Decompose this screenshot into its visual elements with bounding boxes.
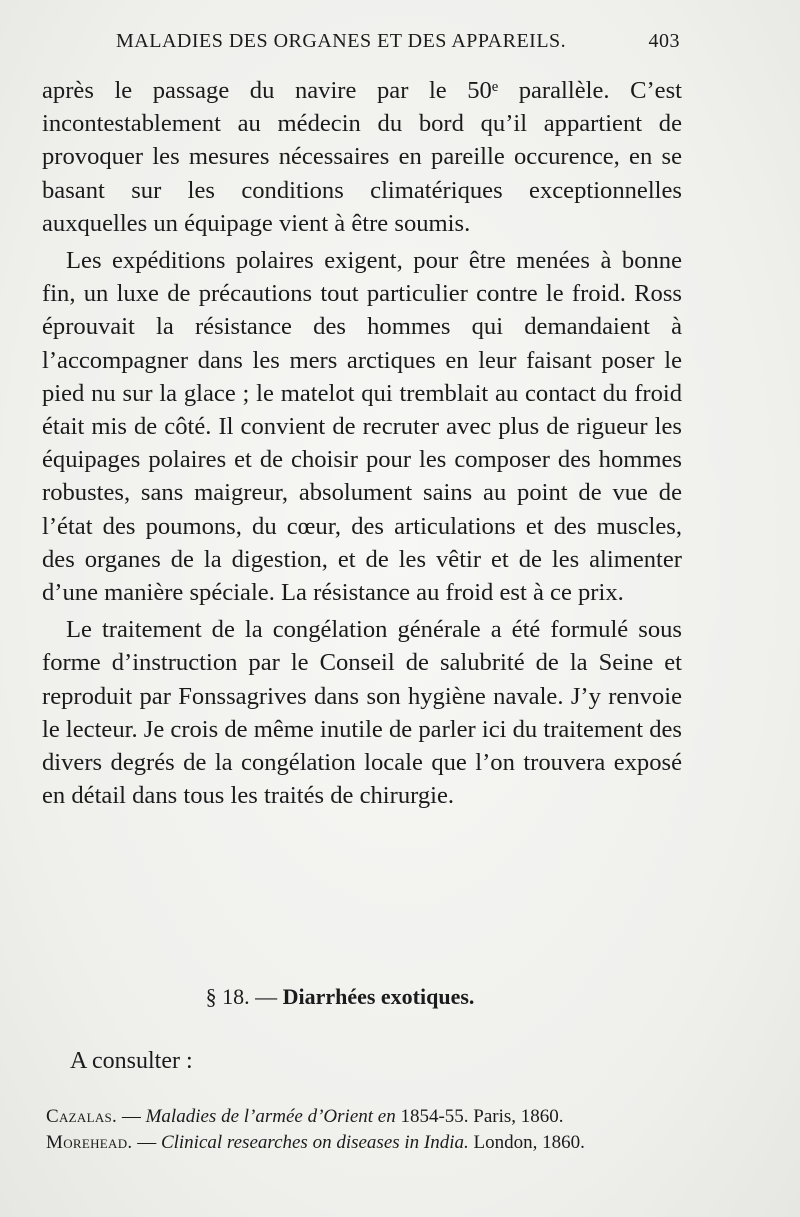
paragraph: Les expéditions polaires exigent, pour être menées à bonne fin, un luxe de précautions tout particulier contre le froid. Ross éprouvait la résistance des hommes qui demandaient à l’accompagner dans les mers arctiques en leur faisant poser le pied nu sur la glace ; le matelot qui tremblait au contact du froid était mis de côté. Il convient de recruter avec plus de rigueur les équipages polaires et de choisir pour les composer des hommes robustes, sans maigreur, absolument sains au point de vue de l’état des poumons, du cœur, des articulations et des muscles, des organes de la digestion, et de les vêtir et de les alimenter d’une manière spéciale. La résistance au froid est à ce prix. xyxy=(42,247,682,607)
page-number: 403 xyxy=(648,30,680,52)
section-heading xyxy=(0,984,800,1010)
running-header xyxy=(60,30,680,53)
reference-item xyxy=(46,1130,686,1156)
reference-title: Maladies de l’armée d’Orient en xyxy=(145,1106,396,1127)
reference-author: Cazalas. xyxy=(46,1106,118,1127)
reference-item xyxy=(46,1104,686,1130)
consult-label: A consulter : xyxy=(70,1048,193,1074)
reference-author: Morehead. xyxy=(46,1132,133,1153)
reference-details: London, 1860. xyxy=(468,1132,585,1153)
running-title: MALADIES DES ORGANES ET DES APPAREILS. xyxy=(116,30,567,52)
reference-dash: — xyxy=(132,1132,161,1153)
paragraph: Le traitement de la congélation générale a été formulé sous forme d’instruction par le Conseil de salubrité de la Seine et reproduit par Fonssagrives dans son hygiène navale. J’y renvoie le lecteur. Je crois de même inutile de parler ici du traitement des divers degrés de la congélation locale que l’on trouvera exposé en détail dans tous les traités de chirurgie. xyxy=(42,616,682,810)
section-number: § 18. — xyxy=(205,984,278,1009)
paragraph: après le passage du navire par le 50ᵉ parallèle. C’est incontestablement au médecin du bord qu’il appartient de provoquer les mesures nécessaires en pareille occurence, en se basant sur les conditions climatériques exceptionnelles auxquelles un équipage vient à être soumis. xyxy=(42,77,682,237)
section-title: Diarrhées exotiques. xyxy=(282,984,475,1009)
body-text xyxy=(42,74,682,812)
references-list xyxy=(46,1104,686,1156)
reference-details: 1854-55. Paris, 1860. xyxy=(395,1106,564,1127)
reference-title: Clinical researches on diseases in India. xyxy=(160,1132,469,1153)
reference-dash: — xyxy=(117,1106,146,1127)
